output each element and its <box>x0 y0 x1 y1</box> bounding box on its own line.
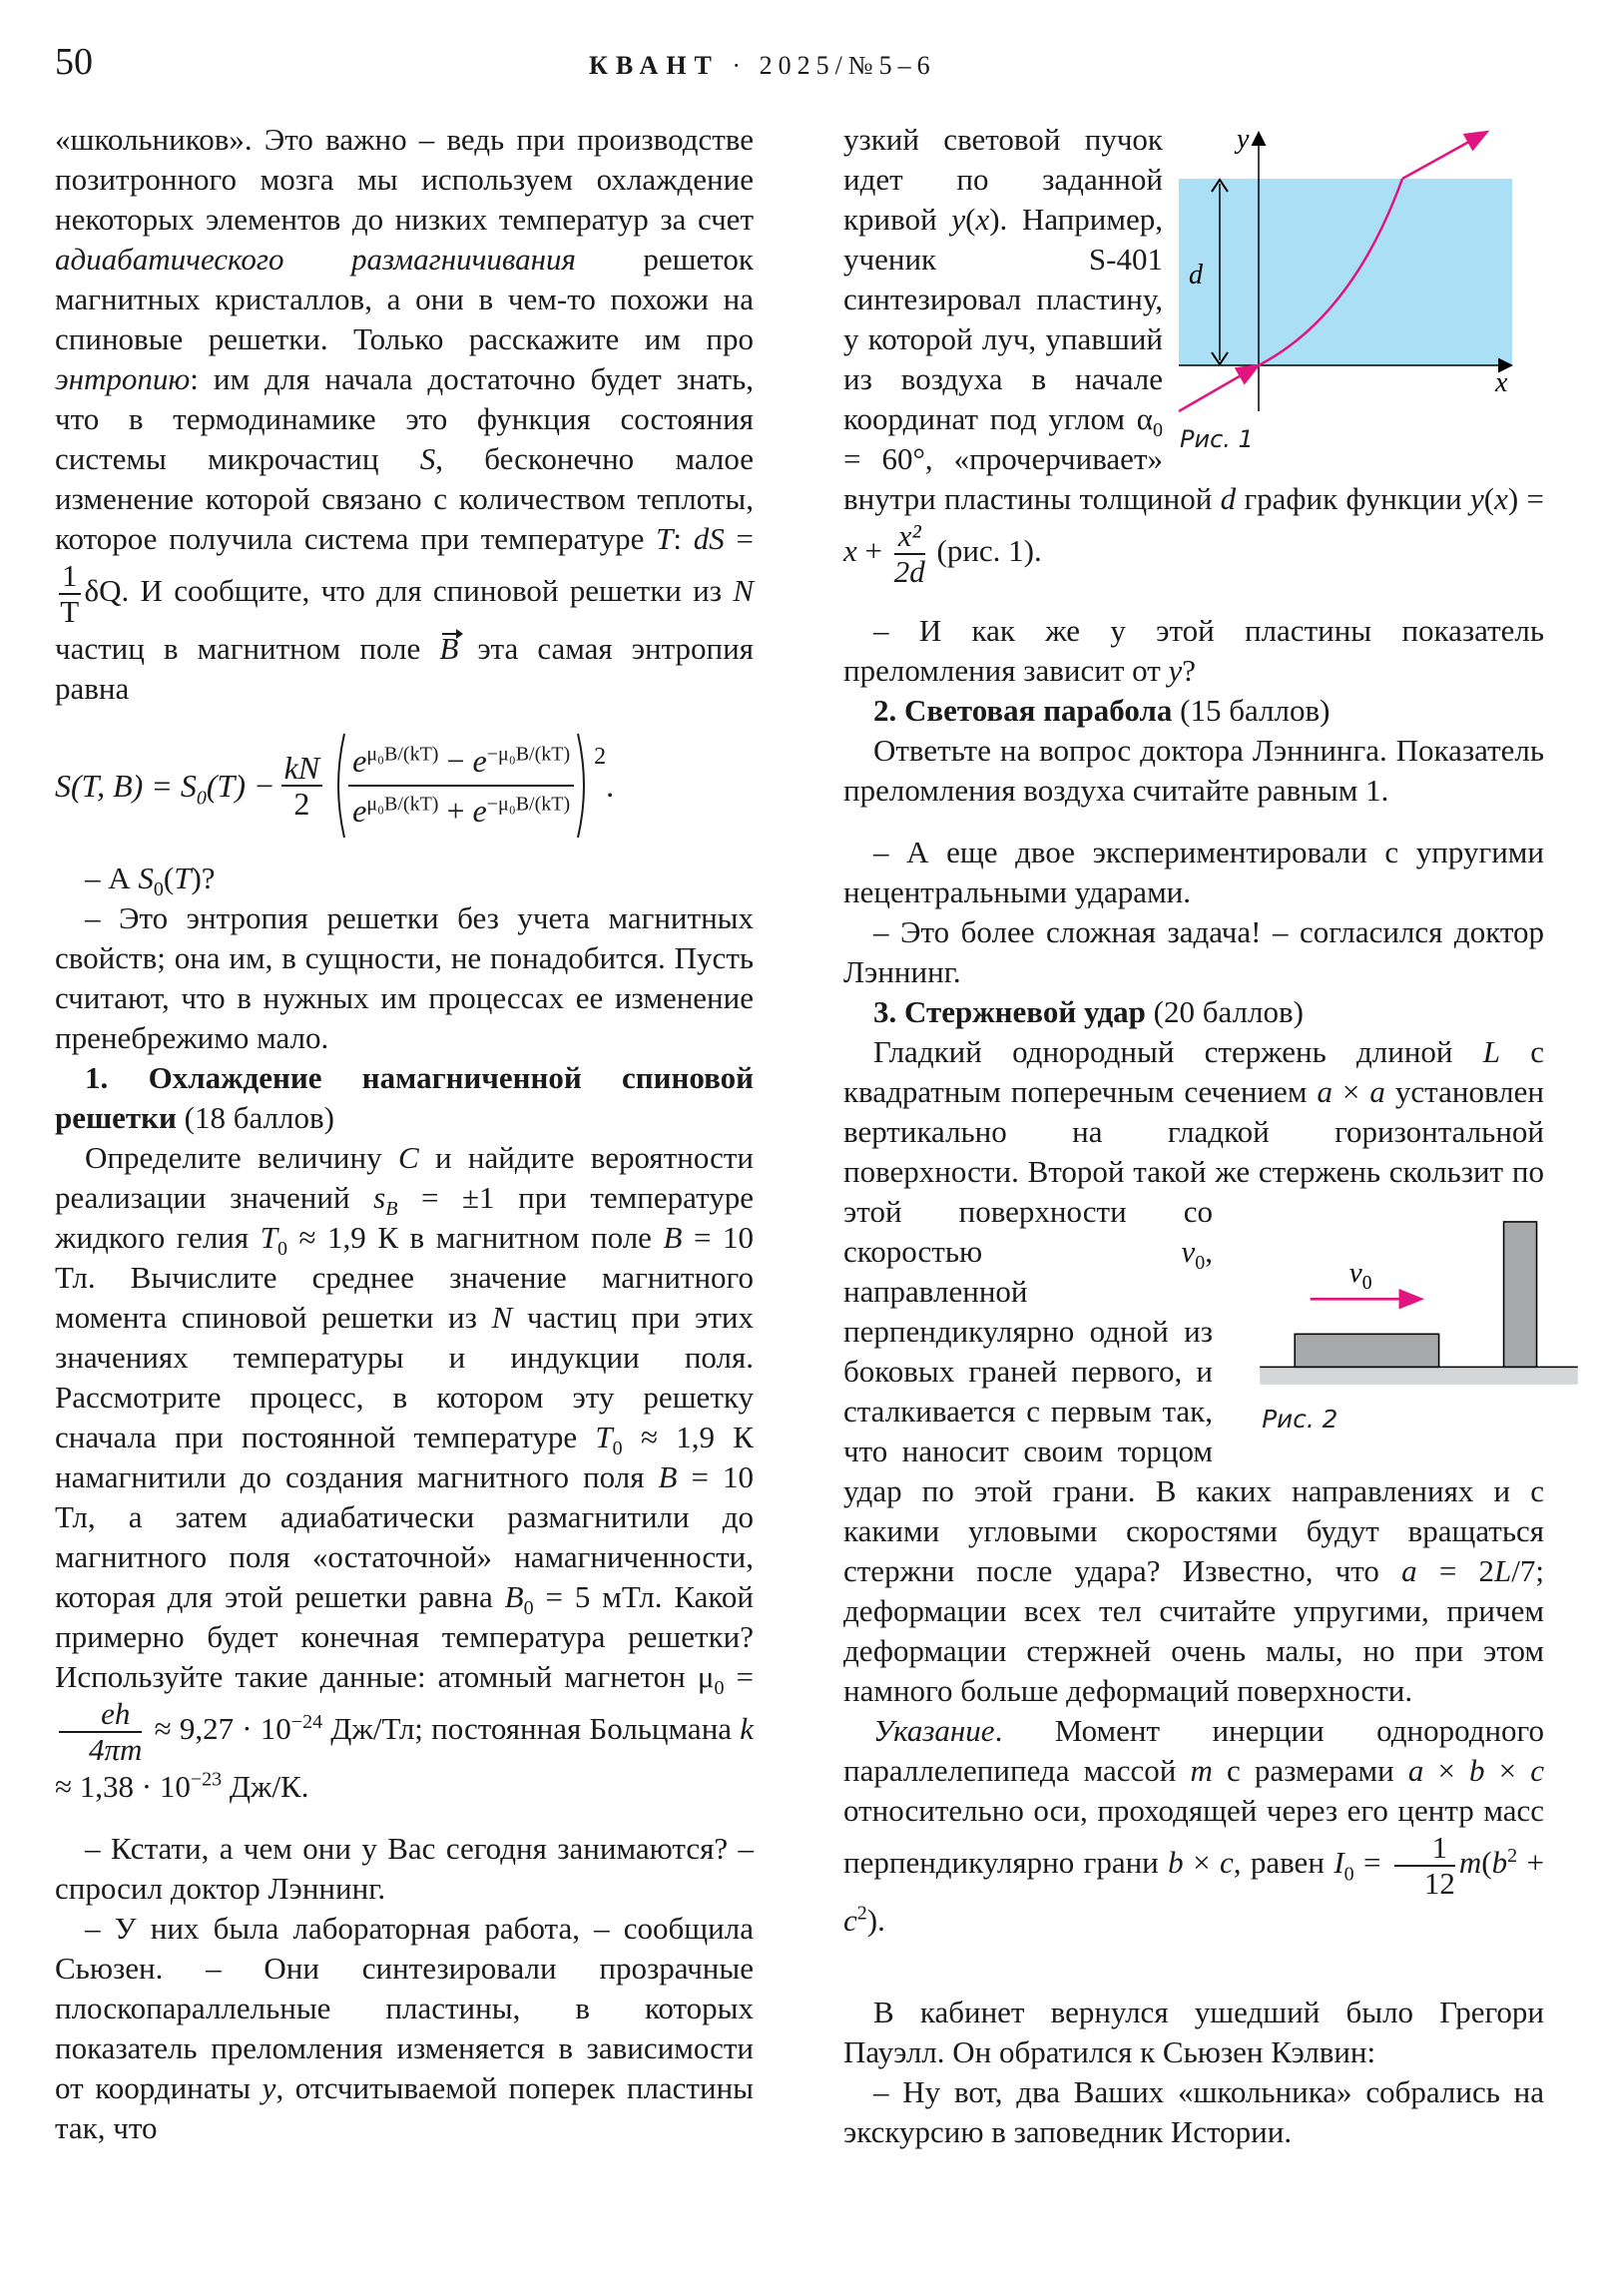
velocity-label: $v_0$ <box>1348 1256 1372 1294</box>
math-or-emphasis: y <box>951 202 966 237</box>
text-run: ≈ 1,38 · 10 <box>55 1769 191 1804</box>
math-or-emphasis: B <box>385 1198 398 1221</box>
text-run: В кабинет вернулся ушедший было Грегори Пауэлл. Он обратился к Сьюзен Кэлвин: <box>843 1995 1544 2069</box>
math-or-emphasis: Указание <box>873 1713 995 1748</box>
math-or-emphasis: L <box>1482 1034 1500 1069</box>
text-run: с квадратным поперечным сечением <box>843 1034 1545 1109</box>
math-or-emphasis: b <box>1469 1753 1485 1788</box>
incident-ray <box>1179 366 1257 411</box>
paragraph <box>55 1058 754 1138</box>
math-or-emphasis: N <box>733 573 754 609</box>
math-or-emphasis: C <box>397 1140 419 1175</box>
math-or-emphasis: y <box>1470 481 1484 516</box>
text-run: × <box>1331 1074 1370 1109</box>
paragraph <box>843 120 1544 589</box>
text-run: , отсчитываемой поперек пластины так, что <box>55 2070 754 2145</box>
fraction <box>59 559 81 629</box>
text-run: – Это более сложная задача! – согласился доктор Лэннинг. <box>843 914 1544 989</box>
text-run: жень скользит по этой поверхности со скоростью <box>843 1154 1544 1269</box>
right-paren <box>576 731 592 841</box>
denominator: 2d <box>893 554 925 589</box>
text-run: 0 <box>714 1677 725 1700</box>
paragraph <box>55 898 754 1058</box>
formula-fraction: $e^{\mu_0B/(kT)} - e^{-\mu_0B/(kT)}$ $e^{\mu_0B/(kT)} + e^{-\mu_0B/(kT)}$ <box>348 737 574 835</box>
text-run: 0 <box>523 1597 534 1620</box>
text-run: × <box>1423 1753 1470 1788</box>
text-run: Определите величину <box>85 1140 398 1175</box>
math-or-emphasis: x <box>1494 481 1508 516</box>
formula-power: 2 <box>594 744 607 770</box>
text-run: – А еще двое экспериментировали с упругими нецентральными ударами. <box>843 835 1544 909</box>
figure-2-diagram <box>1255 1198 1584 1447</box>
text-run: ( <box>1481 1845 1492 1881</box>
figure-1-caption: Рис. 1 <box>1180 425 1254 453</box>
text-run: 2 <box>1507 1844 1518 1867</box>
math-or-emphasis: c <box>843 1903 857 1938</box>
math-or-emphasis: энтропию <box>55 361 191 396</box>
numerator: eh <box>59 1697 142 1733</box>
text-run: , направленной перпендикулярно одной из боковых граней первого, и сталкивается с первым так, что наносит своим торцом удар по этой грани. В каких направлениях и с какими угловыми скоростями будут вращаться стержни после удара? Известно, что <box>843 1234 1544 1588</box>
journal-title: КВАНТ <box>589 51 720 80</box>
section-heading: 3. Стержневой удар <box>873 994 1146 1029</box>
text-run: установлен вертикально на гладкой горизонтальной поверхности. Второй такой же стер <box>843 1074 1544 1189</box>
math-or-emphasis: x <box>843 533 857 569</box>
text-run: . Момент инерции однородного параллелепипеда массой <box>843 1713 1544 1788</box>
text-run: × <box>1183 1845 1220 1881</box>
paragraph <box>843 1032 1544 1711</box>
text-run: относительно оси, проходящей через его центр масс перпендикулярно грани <box>843 1793 1544 1881</box>
text-run: «школьников». Это важно – ведь при производстве позитронного мозга мы используем охлаждение некоторых элементов до низких температур за счет <box>55 122 754 237</box>
numerator: x² <box>894 519 925 555</box>
math-or-emphasis: I <box>1333 1845 1344 1881</box>
math-or-emphasis: a <box>1407 1753 1424 1788</box>
text-run: (рис. 1). <box>928 533 1042 569</box>
paragraph <box>55 859 754 901</box>
section-heading: 2. Световая парабола <box>873 693 1173 728</box>
math-or-emphasis: S <box>138 861 154 895</box>
text-run: (18 баллов) <box>176 1100 334 1135</box>
outgoing-ray <box>1402 133 1485 179</box>
text-run: = 10 Тл. Вычислите среднее значение магнитного момента спиновой решетки из <box>55 1220 754 1335</box>
math-or-emphasis: T <box>174 861 192 895</box>
text-run: – И как же у этой пластины показатель преломления зависит от <box>843 613 1544 688</box>
text-run: ? <box>1182 653 1197 688</box>
figure-1-diagram <box>1173 102 1552 453</box>
text-run: Дж/К. <box>222 1769 309 1804</box>
math-or-emphasis: B <box>504 1579 524 1614</box>
left-paren <box>330 731 346 841</box>
text-run: = 10 Тл, а затем адиабатически размагнитили до магнитного поля «остаточной» намагниченности, которая для этой решетки равна <box>55 1459 755 1614</box>
text-run: : <box>673 521 694 556</box>
section-heading: 1. Охлаждение намагниченной спиновой решетки <box>55 1060 754 1135</box>
text-run: , равен <box>1233 1845 1334 1881</box>
text-run: 0 <box>1195 1252 1206 1275</box>
text-run: −24 <box>290 1710 323 1733</box>
text-run: = <box>724 521 754 556</box>
text-run: (15 баллов) <box>1172 693 1331 728</box>
text-run: = 5 мТл. Какой примерно будет конечная температура решетки? Используйте такие данные: атомный магнетон μ <box>55 1579 754 1694</box>
text-run: 2 <box>856 1902 867 1925</box>
text-run: Дж/Тл; постоянная Больцмана <box>322 1711 741 1747</box>
math-or-emphasis: T <box>595 1420 613 1454</box>
entropy-formula <box>55 731 754 841</box>
text-run: 0 <box>612 1437 623 1460</box>
text-run: частиц в магнитном поле <box>55 631 440 666</box>
issue-number: · 2025/№5–6 <box>732 51 936 80</box>
text-run: : им для начала достаточно будет знать, что в термодинамике это функция состояния системы микрочастиц <box>55 361 754 476</box>
text-run: (20 баллов) <box>1145 994 1304 1029</box>
text-run: – У них была лабораторная работа, – сообщила Сьюзен. – Они синтезировали прозрачные плоскопараллельные пластины, в которых показатель преломления изменяется в зависимости от координаты <box>55 1911 754 2105</box>
text-run: )? <box>191 861 216 895</box>
numerator: 1 <box>1394 1831 1455 1867</box>
thickness-label: d <box>1189 260 1203 290</box>
fraction <box>59 1697 142 1767</box>
text-run: Гладкий однородный стержень длиной <box>873 1034 1483 1069</box>
text-run: 0 <box>276 1238 287 1261</box>
denominator: 4πm <box>89 1732 143 1767</box>
text-run: ≈ 1,9 К намагнитили до создания магнитного поля <box>55 1420 754 1494</box>
figure-2-caption: Рис. 2 <box>1262 1405 1338 1435</box>
text-run: = 60°, «прочерчивает» внутри пластины толщиной <box>843 441 1221 516</box>
formula-end: . <box>606 768 615 804</box>
denominator: 12 <box>1423 1866 1455 1901</box>
formula-coefficient: $\frac{kN}{2}$ <box>281 751 323 821</box>
math-or-emphasis: dS <box>693 521 725 556</box>
figure-2 <box>1225 1198 1554 1447</box>
math-or-emphasis: k <box>740 1711 754 1747</box>
text-run: /7; деформации всех тел считайте упругими, причем деформации стержней очень малы, но при этом намного больше деформаций поверхности. <box>843 1553 1544 1708</box>
math-or-emphasis: b <box>1168 1845 1184 1881</box>
paragraph <box>843 691 1544 731</box>
text-run: = 2 <box>1416 1553 1495 1588</box>
math-or-emphasis: y <box>1168 653 1183 688</box>
formula-lhs: S(T, $B) = S_0(T)$ − <box>55 768 275 810</box>
text-run: и найдите вероятности реализации значений <box>55 1140 754 1215</box>
paragraph <box>843 611 1544 691</box>
ground <box>1260 1367 1578 1385</box>
text-run: Ответьте на вопрос доктора Лэннинга. Показатель преломления воздуха считайте равным 1. <box>843 733 1544 808</box>
math-or-emphasis: S <box>419 441 436 476</box>
text-run: ). <box>866 1903 885 1938</box>
axis-y-label: y <box>1237 124 1250 155</box>
paragraph <box>55 1829 754 1909</box>
math-or-emphasis: d <box>1220 481 1237 516</box>
text-run: решеток магнитных кристаллов, а они в чем-то похожи на спиновые решетки. Только расскажите им про <box>55 242 754 356</box>
text-run: ( <box>965 202 976 237</box>
text-run: 0 <box>1153 419 1163 442</box>
paragraph <box>55 120 754 709</box>
paragraph <box>843 1993 1544 2072</box>
math-or-emphasis: B <box>663 1220 683 1255</box>
math-or-emphasis: c <box>1530 1753 1545 1788</box>
text-run: – Это энтропия решетки без учета магнитных свойств; она им, в сущности, не понадобится. Пусть считают, что в нужных им процессах ее изменение пренебрежимо мало. <box>55 900 754 1055</box>
fraction <box>894 519 925 589</box>
text-run: 0 <box>153 878 164 901</box>
plate <box>1179 179 1512 365</box>
right-column <box>843 120 1544 2152</box>
figure-1 <box>1173 102 1552 453</box>
math-or-emphasis: B <box>439 629 458 669</box>
math-or-emphasis: v <box>1181 1234 1196 1269</box>
page-number: 50 <box>55 41 93 83</box>
math-or-emphasis: L <box>1494 1553 1512 1588</box>
math-or-emphasis: c <box>1219 1845 1234 1881</box>
text-run: + <box>1517 1845 1544 1881</box>
math-or-emphasis: a <box>1317 1074 1332 1109</box>
paragraph <box>843 992 1544 1032</box>
numerator: 1 <box>59 559 81 595</box>
paragraph <box>843 2072 1544 2152</box>
text-run: – А <box>85 861 139 895</box>
math-or-emphasis: s <box>373 1180 386 1215</box>
axis-x-label: x <box>1495 367 1508 398</box>
text-run: = ±1 при температуре жидкого гелия <box>55 1180 754 1255</box>
math-or-emphasis: T <box>656 521 674 556</box>
text-run: – Ну вот, два Ваших «школьника» собрались на экскурсию в заповедник Истории. <box>843 2074 1544 2149</box>
text-run: ≈ 1,9 К в магнитном поле <box>286 1220 664 1255</box>
fraction <box>1394 1831 1455 1901</box>
text-run: ≈ 9,27 · 10 <box>146 1711 291 1747</box>
running-header <box>589 46 936 86</box>
paragraph <box>843 912 1544 992</box>
text-run: + <box>856 533 890 569</box>
text-run: × <box>1484 1753 1531 1788</box>
text-run: частиц при этих значениях температуры и индукции поля. Рассмотрите процесс, в котором эту решетку сначала при постоянной температуре <box>55 1300 754 1454</box>
math-or-emphasis: b <box>1491 1845 1508 1881</box>
denominator: T <box>60 594 80 629</box>
text-run: , бесконечно малое изменение которой связано с количеством теплоты, которое получила система при температуре <box>55 441 754 556</box>
text-run: с размерами <box>1212 1753 1408 1788</box>
text-run: = <box>724 1659 754 1694</box>
math-or-emphasis: N <box>491 1300 513 1335</box>
text-run: ( <box>163 861 175 895</box>
text-run: узкий световой пучок идет по заданной кривой <box>843 122 1163 237</box>
text-run: −23 <box>190 1768 223 1791</box>
text-run: 0 <box>1343 1863 1354 1886</box>
math-or-emphasis: a <box>1401 1553 1417 1588</box>
paragraph <box>843 833 1544 912</box>
math-or-emphasis: адиабатического размагничивания <box>55 242 576 277</box>
text-run: ). Например, ученик S-401 синтезировал пластину, у которой луч, упавший из воздуха в начале координат под углом α <box>843 202 1163 436</box>
math-or-emphasis: x <box>975 202 990 237</box>
math-or-emphasis: m <box>1458 1845 1482 1881</box>
math-or-emphasis: T <box>260 1220 277 1255</box>
sliding-rod <box>1295 1334 1438 1367</box>
text-run: график функции <box>1236 481 1471 516</box>
text-run: – Кстати, а чем они у Вас сегодня занимаются? – спросил доктор Лэннинг. <box>55 1831 754 1906</box>
text-run: = <box>1353 1845 1390 1881</box>
paragraph <box>55 1138 754 1807</box>
math-or-emphasis: B <box>658 1459 678 1494</box>
text-run: δQ. И сообщите, что для спиновой решетки из <box>84 573 734 609</box>
paragraph <box>843 1711 1544 1941</box>
math-or-emphasis: y <box>262 2070 276 2105</box>
math-or-emphasis: m <box>1190 1753 1213 1788</box>
paragraph <box>55 1909 754 2148</box>
text-run: эта самая энтропия равна <box>55 631 754 706</box>
math-or-emphasis: a <box>1369 1074 1385 1109</box>
text-run: ) = <box>1507 481 1544 516</box>
left-column <box>55 120 754 2148</box>
paragraph <box>843 731 1544 811</box>
standing-rod <box>1504 1222 1537 1367</box>
text-run: ( <box>1483 481 1495 516</box>
